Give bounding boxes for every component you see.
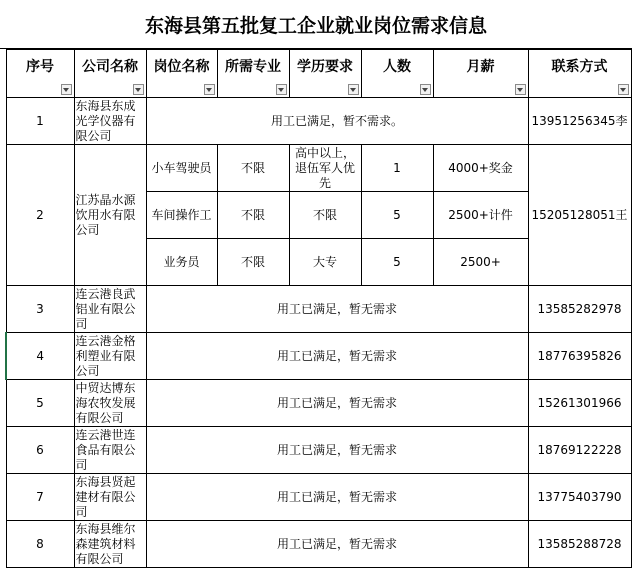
- header-company: 公司名称: [74, 50, 146, 98]
- cell-contact[interactable]: 18776395826: [528, 333, 631, 380]
- cell-position[interactable]: 业务员: [146, 239, 217, 286]
- cell-salary[interactable]: 4000+奖金: [433, 145, 528, 192]
- cell-no[interactable]: 3: [6, 286, 74, 333]
- cell-salary[interactable]: 2500+: [433, 239, 528, 286]
- header-education: 学历要求: [289, 50, 361, 98]
- cell-education[interactable]: 高中以上，退伍军人优先: [289, 145, 361, 192]
- cell-contact[interactable]: 13585288728: [528, 521, 631, 568]
- cell-company[interactable]: 连云港良武铝业有限公司: [74, 286, 146, 333]
- cell-contact[interactable]: 15261301966: [528, 380, 631, 427]
- cell-major[interactable]: 不限: [217, 145, 289, 192]
- cell-count[interactable]: 5: [361, 239, 433, 286]
- cell-count[interactable]: 1: [361, 145, 433, 192]
- header-major: 所需专业: [217, 50, 289, 98]
- filter-dropdown-icon[interactable]: [618, 84, 629, 95]
- cell-no[interactable]: 8: [6, 521, 74, 568]
- cell-company[interactable]: 江苏晶水源饮用水有限公司: [74, 145, 146, 286]
- filter-dropdown-icon[interactable]: [348, 84, 359, 95]
- table-row: [6, 380, 631, 427]
- cell-no[interactable]: 2: [6, 145, 74, 286]
- cell-contact[interactable]: 15205128051王: [528, 145, 631, 286]
- cell-company[interactable]: 东海县贤起建材有限公司: [74, 474, 146, 521]
- header-salary: 月薪: [433, 50, 528, 98]
- header-position: 岗位名称: [146, 50, 217, 98]
- cell-company[interactable]: 东海县东成光学仪器有限公司: [74, 98, 146, 145]
- cell-no[interactable]: 5: [6, 380, 74, 427]
- cell-company[interactable]: 连云港金格利塑业有限公司: [74, 333, 146, 380]
- cell-no[interactable]: 4: [6, 333, 74, 380]
- table-row: [6, 145, 631, 192]
- sheet-title: 东海县第五批复工企业就业岗位需求信息: [0, 0, 632, 49]
- table-row: [6, 286, 631, 333]
- cell-no[interactable]: 6: [6, 427, 74, 474]
- cell-contact[interactable]: 13775403790: [528, 474, 631, 521]
- cell-contact[interactable]: 13585282978: [528, 286, 631, 333]
- table-row: [6, 98, 631, 145]
- filter-dropdown-icon[interactable]: [204, 84, 215, 95]
- cell-count[interactable]: 5: [361, 192, 433, 239]
- filter-dropdown-icon[interactable]: [420, 84, 431, 95]
- cell-status[interactable]: 用工已满足，暂无需求: [146, 474, 528, 521]
- filter-dropdown-icon[interactable]: [133, 84, 144, 95]
- table-row: [6, 474, 631, 521]
- header-no: 序号: [6, 50, 74, 98]
- filter-dropdown-icon[interactable]: [515, 84, 526, 95]
- job-table: [5, 49, 632, 568]
- cell-major[interactable]: 不限: [217, 192, 289, 239]
- cell-status[interactable]: 用工已满足，暂无需求: [146, 286, 528, 333]
- cell-status[interactable]: 用工已满足，暂无需求: [146, 380, 528, 427]
- cell-status[interactable]: 用工已满足，暂无需求: [146, 333, 528, 380]
- cell-status[interactable]: 用工已满足，暂无需求: [146, 521, 528, 568]
- cell-company[interactable]: 连云港世连食品有限公司: [74, 427, 146, 474]
- cell-no[interactable]: 7: [6, 474, 74, 521]
- header-contact: 联系方式: [528, 50, 631, 98]
- header-count: 人数: [361, 50, 433, 98]
- cell-education[interactable]: 不限: [289, 192, 361, 239]
- cell-position[interactable]: 小车驾驶员: [146, 145, 217, 192]
- cell-no[interactable]: 1: [6, 98, 74, 145]
- cell-company[interactable]: 东海县维尔森建筑材料有限公司: [74, 521, 146, 568]
- table-row: [6, 521, 631, 568]
- cell-contact[interactable]: 18769122228: [528, 427, 631, 474]
- cell-company[interactable]: 中贸达博东海农牧发展有限公司: [74, 380, 146, 427]
- table-row: [6, 427, 631, 474]
- filter-dropdown-icon[interactable]: [276, 84, 287, 95]
- filter-dropdown-icon[interactable]: [61, 84, 72, 95]
- header-row: [6, 50, 631, 98]
- cell-major[interactable]: 不限: [217, 239, 289, 286]
- cell-education[interactable]: 大专: [289, 239, 361, 286]
- cell-position[interactable]: 车间操作工: [146, 192, 217, 239]
- cell-status[interactable]: 用工已满足，暂不需求。: [146, 98, 528, 145]
- cell-salary[interactable]: 2500+计件: [433, 192, 528, 239]
- cell-contact[interactable]: 13951256345李: [528, 98, 631, 145]
- cell-status[interactable]: 用工已满足，暂无需求: [146, 427, 528, 474]
- table-row: [6, 333, 631, 380]
